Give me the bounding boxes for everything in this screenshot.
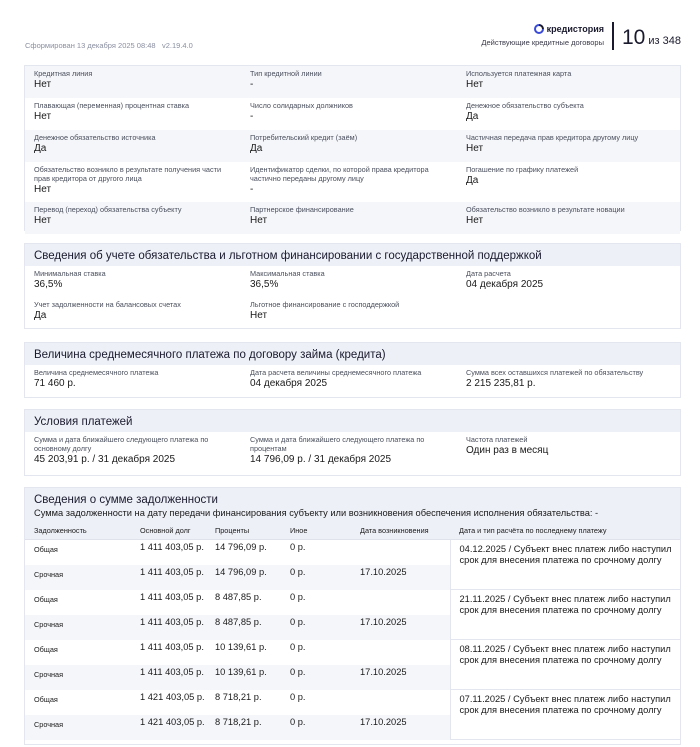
attr-label: Величина среднемесячного платежа — [34, 368, 159, 377]
attr-value: Да — [466, 111, 479, 122]
interest-cell: 8 487,85 р. — [206, 590, 281, 615]
date-cell: 17.10.2025 — [351, 665, 450, 690]
attr-value: Нет — [34, 184, 52, 195]
column-header: Иное — [281, 522, 351, 540]
attr-label: Погашение по графику платежей — [466, 165, 579, 174]
section-title: Сведения о сумме задолженности — [25, 488, 680, 506]
kredistoria-logo-icon — [534, 24, 544, 34]
debt-card — [24, 487, 681, 745]
attr-cell — [25, 98, 241, 130]
table-row — [25, 690, 680, 715]
interest-cell: 14 796,09 р. — [206, 540, 281, 565]
attr-label: Обязательство возникло в результате новации — [466, 205, 625, 214]
attr-value: Нет — [34, 79, 52, 90]
attr-label: Денежное обязательство источника — [34, 133, 156, 142]
column-header: Дата возникновения — [351, 522, 450, 540]
page-current: 10 — [622, 26, 646, 49]
attr-label: Перевод (переход) обязательства субъекту — [34, 205, 182, 214]
attr-cell — [241, 66, 457, 98]
principal-cell: 1 411 403,05 р. — [131, 640, 206, 665]
other-cell: 0 р. — [281, 640, 351, 665]
column-header: Задолженность — [25, 522, 131, 540]
generated-timestamp: Сформирован 13 декабря 2025 08:48 — [25, 41, 156, 50]
avg-payment-card — [24, 342, 681, 398]
debt-subtitle: Сумма задолженности на дату передачи финансирования субъекту или возникновения обеспечения исполнения обязательства: - — [25, 506, 680, 522]
attr-value: - — [250, 184, 254, 195]
attr-value: 36,5% — [34, 279, 63, 290]
attr-value: Да — [250, 143, 263, 154]
attr-value: Да — [34, 310, 47, 321]
attr-cell — [241, 98, 457, 130]
attr-cell — [25, 66, 241, 98]
contract-attributes-card — [24, 65, 681, 231]
table-row — [25, 590, 680, 615]
brand-name: кредистория — [546, 24, 604, 34]
attr-cell — [457, 66, 680, 98]
column-header: Проценты — [206, 522, 281, 540]
other-cell: 0 р. — [281, 715, 351, 740]
attributes-row — [25, 202, 680, 234]
report-header — [0, 0, 700, 62]
attr-cell — [25, 266, 241, 297]
attr-cell — [457, 432, 680, 468]
attr-label: Сумма и дата ближайшего следующего платежа по процентам — [250, 435, 425, 453]
attr-value: 36,5% — [250, 279, 279, 290]
attr-value: Нет — [466, 143, 484, 154]
principal-cell: 1 411 403,05 р. — [131, 615, 206, 640]
last-payment-cell: 21.11.2025 / Субъект внес платеж либо наступил срок для внесения платежа по срочному долгу — [450, 590, 680, 640]
attr-cell — [25, 130, 241, 162]
attr-label: Минимальная ставка — [34, 269, 106, 278]
last-payment-cell: 08.11.2025 / Субъект внес платеж либо наступил срок для внесения платежа по срочному долгу — [450, 640, 680, 690]
attr-label: Партнерское финансирование — [250, 205, 354, 214]
attr-label: Учет задолженности на балансовых счетах — [34, 300, 181, 309]
debt-table-header — [25, 522, 680, 540]
attr-cell — [457, 297, 680, 328]
debt-kind: Общая — [25, 640, 131, 665]
date-cell: 17.10.2025 — [351, 565, 450, 590]
table-row — [25, 640, 680, 665]
other-cell: 0 р. — [281, 540, 351, 565]
principal-cell: 1 411 403,05 р. — [131, 665, 206, 690]
payment-terms-row — [25, 432, 680, 468]
debt-kind: Общая — [25, 540, 131, 565]
debt-kind: Срочная — [25, 615, 131, 640]
attr-value: 71 460 р. — [34, 378, 76, 389]
date-cell — [351, 540, 450, 565]
attr-cell — [25, 432, 241, 468]
other-cell: 0 р. — [281, 590, 351, 615]
attr-value: Нет — [250, 215, 268, 226]
last-payment-cell: 04.12.2025 / Субъект внес платеж либо наступил срок для внесения платежа по срочному долгу — [450, 540, 680, 590]
attr-cell — [241, 365, 457, 392]
attr-label: Плавающая (переменная) процентная ставка — [34, 101, 189, 110]
attr-value: - — [250, 79, 254, 90]
attr-value: Да — [34, 143, 47, 154]
attr-cell — [241, 297, 457, 328]
attr-value: 04 декабря 2025 — [250, 378, 328, 389]
debt-kind: Срочная — [25, 565, 131, 590]
debt-kind: Общая — [25, 690, 131, 715]
interest-cell: 14 796,09 р. — [206, 565, 281, 590]
principal-cell: 1 411 403,05 р. — [131, 565, 206, 590]
attr-label: Кредитная линия — [34, 69, 93, 78]
attr-cell — [457, 98, 680, 130]
attr-label: Дата расчета величины среднемесячного платежа — [250, 368, 422, 377]
date-cell — [351, 640, 450, 665]
attr-cell — [25, 297, 241, 328]
attr-label: Идентификатор сделки, по которой права кредитора частично переданы другому лицу — [250, 165, 429, 183]
page-total: из 348 — [648, 35, 681, 47]
date-cell — [351, 690, 450, 715]
debt-table — [25, 522, 680, 740]
attr-label: Частота платежей — [466, 435, 528, 444]
attr-cell — [457, 365, 680, 392]
attr-label: Денежное обязательство субъекта — [466, 101, 584, 110]
avg-payment-row — [25, 365, 680, 392]
other-cell: 0 р. — [281, 565, 351, 590]
attr-value: Нет — [250, 310, 268, 321]
attributes-row — [25, 162, 680, 202]
attr-cell — [25, 162, 241, 202]
brand-block — [481, 24, 604, 47]
attr-cell — [241, 266, 457, 297]
other-cell: 0 р. — [281, 690, 351, 715]
date-cell: 17.10.2025 — [351, 715, 450, 740]
debt-kind: Срочная — [25, 715, 131, 740]
gov-row — [25, 266, 680, 297]
attr-label: Сумма и дата ближайшего следующего платежа по основному долгу — [34, 435, 209, 453]
attr-cell — [25, 202, 241, 234]
principal-cell: 1 411 403,05 р. — [131, 540, 206, 565]
attr-value: Нет — [34, 215, 52, 226]
attr-label: Льготное финансирование с господдержкой — [250, 300, 400, 309]
interest-cell: 8 718,21 р. — [206, 715, 281, 740]
attributes-row — [25, 66, 680, 98]
attr-cell — [457, 130, 680, 162]
attr-cell — [457, 162, 680, 202]
attr-cell — [457, 266, 680, 297]
attr-label: Обязательство возникло в результате получения части прав кредитора от другого лица — [34, 165, 222, 183]
gov-row — [25, 297, 680, 328]
other-cell: 0 р. — [281, 615, 351, 640]
last-payment-cell: 07.11.2025 / Субъект внес платеж либо наступил срок для внесения платежа по срочному долгу — [450, 690, 680, 740]
page-counter — [622, 26, 681, 50]
attributes-row — [25, 98, 680, 130]
attr-value: 2 215 235,81 р. — [466, 378, 536, 389]
app-version: v2.19.4.0 — [162, 41, 193, 50]
attr-value: Нет — [466, 79, 484, 90]
payment-terms-card — [24, 409, 681, 476]
attr-value: Один раз в месяц — [466, 445, 549, 456]
attributes-row — [25, 130, 680, 162]
attr-label: Число солидарных должников — [250, 101, 353, 110]
principal-cell: 1 421 403,05 р. — [131, 715, 206, 740]
interest-cell: 8 487,85 р. — [206, 615, 281, 640]
other-cell: 0 р. — [281, 665, 351, 690]
attr-value: Да — [466, 175, 479, 186]
date-cell — [351, 590, 450, 615]
attr-value: 14 796,09 р. / 31 декабря 2025 — [250, 454, 392, 465]
header-divider — [612, 22, 614, 50]
column-header: Основной долг — [131, 522, 206, 540]
debt-kind: Срочная — [25, 665, 131, 690]
section-title: Сведения об учете обязательства и льготном финансировании с государственной поддержкой — [25, 244, 680, 266]
attr-value: 45 203,91 р. / 31 декабря 2025 — [34, 454, 176, 465]
attr-cell — [241, 432, 457, 468]
attr-cell — [457, 202, 680, 234]
brand-logo[interactable] — [481, 24, 604, 34]
attr-value: Нет — [466, 215, 484, 226]
interest-cell: 8 718,21 р. — [206, 690, 281, 715]
date-cell: 17.10.2025 — [351, 615, 450, 640]
gov-support-card — [24, 243, 681, 329]
section-subtitle: Действующие кредитные договоры — [481, 38, 604, 47]
attr-cell — [241, 130, 457, 162]
attr-label: Сумма всех оставшихся платежей по обязательству — [466, 368, 644, 377]
attr-label: Тип кредитной линии — [250, 69, 322, 78]
interest-cell: 10 139,61 р. — [206, 640, 281, 665]
attr-label: Частичная передача прав кредитора другому лицу — [466, 133, 639, 142]
table-row — [25, 540, 680, 565]
attr-label: Максимальная ставка — [250, 269, 325, 278]
attr-cell — [25, 365, 241, 392]
attr-value: Нет — [34, 111, 52, 122]
attr-value: - — [250, 111, 254, 122]
attr-value: 04 декабря 2025 — [466, 279, 544, 290]
column-header: Дата и тип расчёта по последнему платежу — [450, 522, 680, 540]
attr-label: Используется платежная карта — [466, 69, 572, 78]
attr-cell — [241, 202, 457, 234]
attr-label: Потребительский кредит (заём) — [250, 133, 358, 142]
attr-label: Дата расчета — [466, 269, 511, 278]
section-title: Величина среднемесячного платежа по договору займа (кредита) — [25, 343, 680, 365]
principal-cell: 1 411 403,05 р. — [131, 590, 206, 615]
debt-kind: Общая — [25, 590, 131, 615]
attr-cell — [241, 162, 457, 202]
principal-cell: 1 421 403,05 р. — [131, 690, 206, 715]
interest-cell: 10 139,61 р. — [206, 665, 281, 690]
section-title: Условия платежей — [25, 410, 680, 432]
